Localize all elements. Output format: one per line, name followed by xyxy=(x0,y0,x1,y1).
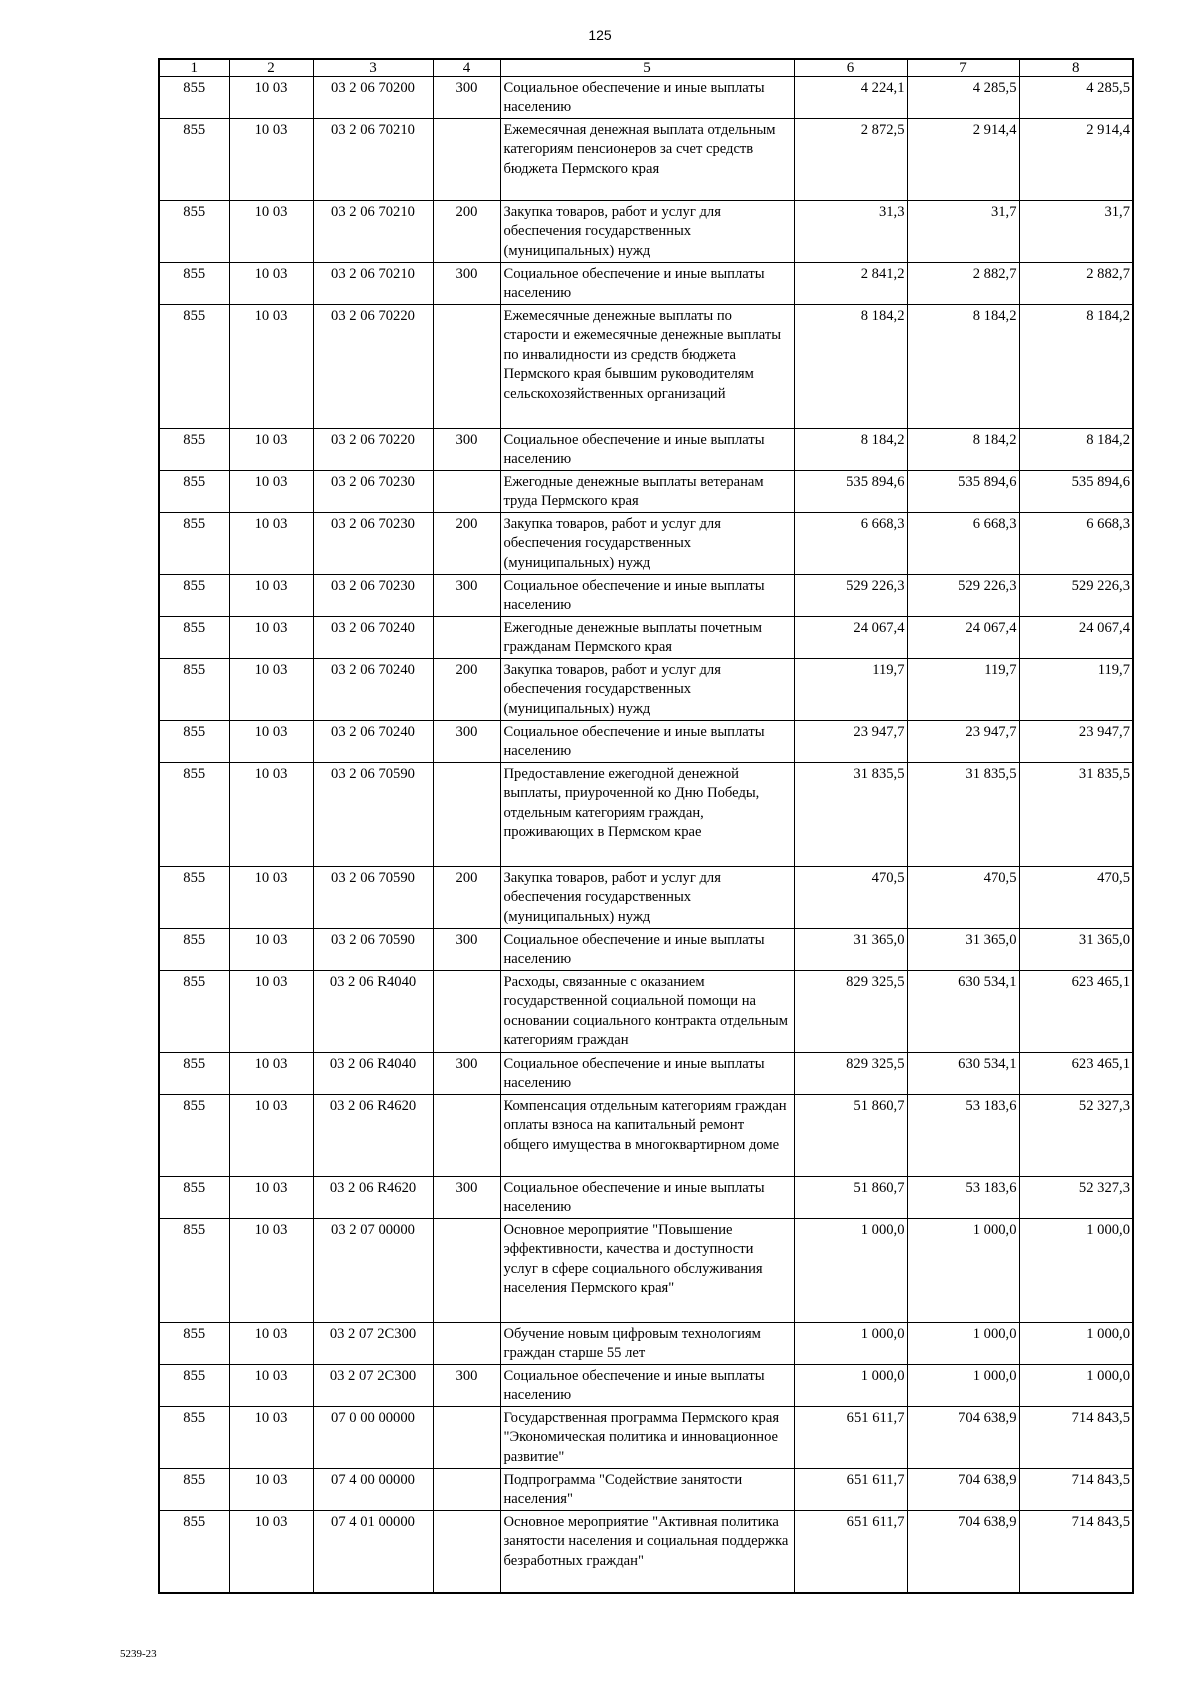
cell-expense-type xyxy=(433,305,500,429)
cell-amount-year1: 651 611,7 xyxy=(794,1469,907,1511)
cell-expense-type: 300 xyxy=(433,575,500,617)
column-header: 6 xyxy=(794,59,907,77)
cell-expense-type: 200 xyxy=(433,201,500,263)
cell-amount-year1: 8 184,2 xyxy=(794,429,907,471)
cell-amount-year2: 31 365,0 xyxy=(907,929,1019,971)
cell-description: Расходы, связанные с оказанием государственной социальной помощи на основании социального контракта отдельным категориям граждан xyxy=(500,971,794,1053)
cell-admin-code: 855 xyxy=(159,1469,229,1511)
cell-section-code: 10 03 xyxy=(229,1095,313,1177)
cell-amount-year1: 4 224,1 xyxy=(794,77,907,119)
column-header: 3 xyxy=(313,59,433,77)
cell-admin-code: 855 xyxy=(159,763,229,867)
cell-section-code: 10 03 xyxy=(229,119,313,201)
cell-amount-year3: 1 000,0 xyxy=(1019,1323,1133,1365)
cell-description: Предоставление ежегодной денежной выплаты, приуроченной ко Дню Победы, отдельным категориям граждан, проживающих в Пермском крае xyxy=(500,763,794,867)
cell-section-code: 10 03 xyxy=(229,617,313,659)
cell-target-code: 03 2 06 70230 xyxy=(313,575,433,617)
cell-target-code: 03 2 06 70240 xyxy=(313,659,433,721)
cell-section-code: 10 03 xyxy=(229,429,313,471)
cell-amount-year2: 704 638,9 xyxy=(907,1469,1019,1511)
cell-admin-code: 855 xyxy=(159,929,229,971)
cell-target-code: 03 2 06 70590 xyxy=(313,763,433,867)
cell-amount-year2: 6 668,3 xyxy=(907,513,1019,575)
cell-amount-year2: 630 534,1 xyxy=(907,971,1019,1053)
cell-expense-type xyxy=(433,1469,500,1511)
cell-section-code: 10 03 xyxy=(229,263,313,305)
table-row xyxy=(159,305,1133,429)
cell-description: Ежемесячные денежные выплаты по старости и ежемесячные денежные выплаты по инвалидности из средств бюджета Пермского края бывшим руководителям сельскохозяйственных организаций xyxy=(500,305,794,429)
cell-admin-code: 855 xyxy=(159,721,229,763)
cell-amount-year1: 51 860,7 xyxy=(794,1177,907,1219)
table-row xyxy=(159,1219,1133,1323)
cell-amount-year3: 31,7 xyxy=(1019,201,1133,263)
cell-amount-year1: 1 000,0 xyxy=(794,1219,907,1323)
page-number: 125 xyxy=(588,27,612,43)
cell-amount-year3: 8 184,2 xyxy=(1019,305,1133,429)
cell-amount-year3: 1 000,0 xyxy=(1019,1365,1133,1407)
cell-admin-code: 855 xyxy=(159,867,229,929)
table-row xyxy=(159,1095,1133,1177)
table-row xyxy=(159,1177,1133,1219)
cell-amount-year2: 529 226,3 xyxy=(907,575,1019,617)
cell-admin-code: 855 xyxy=(159,77,229,119)
cell-amount-year3: 31 365,0 xyxy=(1019,929,1133,971)
cell-amount-year1: 1 000,0 xyxy=(794,1365,907,1407)
cell-amount-year3: 119,7 xyxy=(1019,659,1133,721)
cell-target-code: 03 2 06 70200 xyxy=(313,77,433,119)
cell-amount-year1: 535 894,6 xyxy=(794,471,907,513)
table-row xyxy=(159,1469,1133,1511)
cell-amount-year3: 31 835,5 xyxy=(1019,763,1133,867)
cell-description: Закупка товаров, работ и услуг для обеспечения государственных (муниципальных) нужд xyxy=(500,513,794,575)
cell-expense-type: 200 xyxy=(433,659,500,721)
cell-section-code: 10 03 xyxy=(229,1407,313,1469)
cell-section-code: 10 03 xyxy=(229,471,313,513)
cell-amount-year1: 2 841,2 xyxy=(794,263,907,305)
cell-target-code: 03 2 06 70220 xyxy=(313,305,433,429)
cell-target-code: 03 2 06 R4040 xyxy=(313,971,433,1053)
cell-expense-type: 300 xyxy=(433,263,500,305)
cell-section-code: 10 03 xyxy=(229,929,313,971)
cell-admin-code: 855 xyxy=(159,1323,229,1365)
cell-description: Государственная программа Пермского края "Экономическая политика и инновационное развитие" xyxy=(500,1407,794,1469)
cell-target-code: 03 2 06 70210 xyxy=(313,263,433,305)
cell-admin-code: 855 xyxy=(159,513,229,575)
cell-description: Социальное обеспечение и иные выплаты населению xyxy=(500,1177,794,1219)
cell-amount-year2: 53 183,6 xyxy=(907,1177,1019,1219)
cell-expense-type: 200 xyxy=(433,513,500,575)
cell-expense-type: 300 xyxy=(433,929,500,971)
cell-expense-type xyxy=(433,617,500,659)
cell-amount-year2: 8 184,2 xyxy=(907,429,1019,471)
cell-target-code: 07 4 00 00000 xyxy=(313,1469,433,1511)
cell-amount-year1: 31 365,0 xyxy=(794,929,907,971)
cell-description: Закупка товаров, работ и услуг для обеспечения государственных (муниципальных) нужд xyxy=(500,201,794,263)
cell-amount-year2: 23 947,7 xyxy=(907,721,1019,763)
cell-section-code: 10 03 xyxy=(229,1511,313,1593)
table-row xyxy=(159,471,1133,513)
cell-amount-year1: 51 860,7 xyxy=(794,1095,907,1177)
cell-target-code: 03 2 06 70230 xyxy=(313,513,433,575)
cell-description: Основное мероприятие "Активная политика занятости населения и социальная поддержка безработных граждан" xyxy=(500,1511,794,1593)
cell-target-code: 03 2 06 70220 xyxy=(313,429,433,471)
cell-admin-code: 855 xyxy=(159,263,229,305)
cell-expense-type: 300 xyxy=(433,721,500,763)
cell-description: Социальное обеспечение и иные выплаты населению xyxy=(500,1053,794,1095)
column-header: 1 xyxy=(159,59,229,77)
cell-amount-year1: 31,3 xyxy=(794,201,907,263)
table-row xyxy=(159,659,1133,721)
table-header-row xyxy=(159,59,1133,77)
cell-description: Закупка товаров, работ и услуг для обеспечения государственных (муниципальных) нужд xyxy=(500,659,794,721)
cell-expense-type: 300 xyxy=(433,1177,500,1219)
column-header: 5 xyxy=(500,59,794,77)
cell-amount-year3: 529 226,3 xyxy=(1019,575,1133,617)
cell-amount-year3: 535 894,6 xyxy=(1019,471,1133,513)
cell-amount-year2: 4 285,5 xyxy=(907,77,1019,119)
cell-admin-code: 855 xyxy=(159,119,229,201)
cell-amount-year1: 829 325,5 xyxy=(794,971,907,1053)
cell-section-code: 10 03 xyxy=(229,201,313,263)
cell-amount-year1: 6 668,3 xyxy=(794,513,907,575)
cell-amount-year3: 623 465,1 xyxy=(1019,971,1133,1053)
table-row xyxy=(159,119,1133,201)
cell-amount-year1: 651 611,7 xyxy=(794,1407,907,1469)
cell-amount-year3: 24 067,4 xyxy=(1019,617,1133,659)
cell-section-code: 10 03 xyxy=(229,867,313,929)
cell-amount-year3: 52 327,3 xyxy=(1019,1095,1133,1177)
cell-admin-code: 855 xyxy=(159,1365,229,1407)
cell-target-code: 03 2 07 00000 xyxy=(313,1219,433,1323)
cell-amount-year1: 1 000,0 xyxy=(794,1323,907,1365)
cell-amount-year3: 2 914,4 xyxy=(1019,119,1133,201)
cell-amount-year3: 4 285,5 xyxy=(1019,77,1133,119)
cell-amount-year1: 529 226,3 xyxy=(794,575,907,617)
table-row xyxy=(159,201,1133,263)
cell-admin-code: 855 xyxy=(159,1407,229,1469)
cell-description: Ежегодные денежные выплаты ветеранам труда Пермского края xyxy=(500,471,794,513)
cell-amount-year2: 1 000,0 xyxy=(907,1323,1019,1365)
cell-expense-type: 200 xyxy=(433,867,500,929)
cell-section-code: 10 03 xyxy=(229,721,313,763)
cell-admin-code: 855 xyxy=(159,1219,229,1323)
table-row xyxy=(159,971,1133,1053)
cell-section-code: 10 03 xyxy=(229,1177,313,1219)
cell-admin-code: 855 xyxy=(159,1511,229,1593)
cell-description: Компенсация отдельным категориям граждан оплаты взноса на капитальный ремонт общего имущества в многоквартирном доме xyxy=(500,1095,794,1177)
cell-amount-year2: 704 638,9 xyxy=(907,1407,1019,1469)
cell-admin-code: 855 xyxy=(159,971,229,1053)
cell-description: Ежегодные денежные выплаты почетным гражданам Пермского края xyxy=(500,617,794,659)
cell-description: Закупка товаров, работ и услуг для обеспечения государственных (муниципальных) нужд xyxy=(500,867,794,929)
cell-description: Социальное обеспечение и иные выплаты населению xyxy=(500,77,794,119)
table-row xyxy=(159,263,1133,305)
cell-amount-year1: 119,7 xyxy=(794,659,907,721)
cell-amount-year2: 535 894,6 xyxy=(907,471,1019,513)
cell-expense-type xyxy=(433,1095,500,1177)
cell-expense-type: 300 xyxy=(433,1365,500,1407)
cell-section-code: 10 03 xyxy=(229,513,313,575)
cell-amount-year2: 1 000,0 xyxy=(907,1365,1019,1407)
cell-admin-code: 855 xyxy=(159,429,229,471)
cell-target-code: 03 2 06 70210 xyxy=(313,119,433,201)
column-header: 2 xyxy=(229,59,313,77)
cell-amount-year2: 2 882,7 xyxy=(907,263,1019,305)
cell-expense-type: 300 xyxy=(433,77,500,119)
cell-target-code: 03 2 06 70240 xyxy=(313,617,433,659)
cell-expense-type xyxy=(433,1219,500,1323)
cell-amount-year3: 623 465,1 xyxy=(1019,1053,1133,1095)
cell-target-code: 03 2 06 R4620 xyxy=(313,1095,433,1177)
cell-amount-year2: 53 183,6 xyxy=(907,1095,1019,1177)
cell-amount-year3: 714 843,5 xyxy=(1019,1511,1133,1593)
cell-amount-year2: 704 638,9 xyxy=(907,1511,1019,1593)
cell-admin-code: 855 xyxy=(159,617,229,659)
column-header: 4 xyxy=(433,59,500,77)
cell-amount-year1: 31 835,5 xyxy=(794,763,907,867)
cell-target-code: 03 2 06 70590 xyxy=(313,867,433,929)
cell-admin-code: 855 xyxy=(159,659,229,721)
cell-expense-type xyxy=(433,119,500,201)
cell-admin-code: 855 xyxy=(159,305,229,429)
table-row xyxy=(159,1365,1133,1407)
cell-expense-type xyxy=(433,1407,500,1469)
cell-admin-code: 855 xyxy=(159,575,229,617)
cell-description: Социальное обеспечение и иные выплаты населению xyxy=(500,263,794,305)
cell-amount-year2: 630 534,1 xyxy=(907,1053,1019,1095)
table-row xyxy=(159,77,1133,119)
document-code: 5239-23 xyxy=(120,1648,157,1660)
budget-table xyxy=(158,58,1134,1594)
cell-amount-year2: 470,5 xyxy=(907,867,1019,929)
cell-amount-year3: 714 843,5 xyxy=(1019,1407,1133,1469)
cell-admin-code: 855 xyxy=(159,1053,229,1095)
cell-section-code: 10 03 xyxy=(229,971,313,1053)
cell-section-code: 10 03 xyxy=(229,659,313,721)
cell-description: Обучение новым цифровым технологиям граждан старше 55 лет xyxy=(500,1323,794,1365)
cell-description: Основное мероприятие "Повышение эффективности, качества и доступности услуг в сфере социального обслуживания населения Пермского края" xyxy=(500,1219,794,1323)
cell-amount-year2: 31 835,5 xyxy=(907,763,1019,867)
cell-amount-year1: 2 872,5 xyxy=(794,119,907,201)
cell-section-code: 10 03 xyxy=(229,1323,313,1365)
cell-target-code: 03 2 06 R4040 xyxy=(313,1053,433,1095)
table-row xyxy=(159,1511,1133,1593)
cell-description: Социальное обеспечение и иные выплаты населению xyxy=(500,575,794,617)
cell-admin-code: 855 xyxy=(159,201,229,263)
cell-amount-year1: 23 947,7 xyxy=(794,721,907,763)
cell-expense-type: 300 xyxy=(433,1053,500,1095)
table-row xyxy=(159,929,1133,971)
cell-expense-type xyxy=(433,971,500,1053)
cell-section-code: 10 03 xyxy=(229,763,313,867)
cell-target-code: 03 2 06 R4620 xyxy=(313,1177,433,1219)
cell-section-code: 10 03 xyxy=(229,1219,313,1323)
cell-description: Подпрограмма "Содействие занятости населения" xyxy=(500,1469,794,1511)
cell-section-code: 10 03 xyxy=(229,575,313,617)
cell-admin-code: 855 xyxy=(159,1177,229,1219)
cell-amount-year2: 8 184,2 xyxy=(907,305,1019,429)
cell-target-code: 03 2 06 70230 xyxy=(313,471,433,513)
column-header: 8 xyxy=(1019,59,1133,77)
cell-section-code: 10 03 xyxy=(229,1053,313,1095)
cell-amount-year2: 24 067,4 xyxy=(907,617,1019,659)
table-row xyxy=(159,429,1133,471)
cell-section-code: 10 03 xyxy=(229,1365,313,1407)
table-row xyxy=(159,1053,1133,1095)
cell-amount-year1: 470,5 xyxy=(794,867,907,929)
cell-amount-year3: 6 668,3 xyxy=(1019,513,1133,575)
cell-target-code: 03 2 07 2С300 xyxy=(313,1323,433,1365)
cell-description: Ежемесячная денежная выплата отдельным категориям пенсионеров за счет средств бюджета Пермского края xyxy=(500,119,794,201)
cell-description: Социальное обеспечение и иные выплаты населению xyxy=(500,929,794,971)
cell-amount-year3: 23 947,7 xyxy=(1019,721,1133,763)
table-row xyxy=(159,1407,1133,1469)
cell-expense-type xyxy=(433,1323,500,1365)
table-row xyxy=(159,1323,1133,1365)
cell-target-code: 07 4 01 00000 xyxy=(313,1511,433,1593)
cell-amount-year2: 1 000,0 xyxy=(907,1219,1019,1323)
cell-amount-year2: 119,7 xyxy=(907,659,1019,721)
table-row xyxy=(159,513,1133,575)
cell-expense-type: 300 xyxy=(433,429,500,471)
cell-description: Социальное обеспечение и иные выплаты населению xyxy=(500,1365,794,1407)
cell-target-code: 03 2 07 2С300 xyxy=(313,1365,433,1407)
cell-amount-year1: 651 611,7 xyxy=(794,1511,907,1593)
cell-admin-code: 855 xyxy=(159,1095,229,1177)
table-body xyxy=(159,77,1133,1593)
cell-amount-year3: 2 882,7 xyxy=(1019,263,1133,305)
cell-target-code: 03 2 06 70240 xyxy=(313,721,433,763)
table-row xyxy=(159,575,1133,617)
cell-amount-year1: 8 184,2 xyxy=(794,305,907,429)
cell-amount-year3: 52 327,3 xyxy=(1019,1177,1133,1219)
table-row xyxy=(159,617,1133,659)
cell-admin-code: 855 xyxy=(159,471,229,513)
cell-expense-type xyxy=(433,763,500,867)
cell-amount-year3: 1 000,0 xyxy=(1019,1219,1133,1323)
cell-target-code: 03 2 06 70590 xyxy=(313,929,433,971)
cell-section-code: 10 03 xyxy=(229,1469,313,1511)
cell-section-code: 10 03 xyxy=(229,77,313,119)
column-header: 7 xyxy=(907,59,1019,77)
cell-amount-year3: 470,5 xyxy=(1019,867,1133,929)
table-row xyxy=(159,721,1133,763)
cell-amount-year2: 2 914,4 xyxy=(907,119,1019,201)
table-row xyxy=(159,867,1133,929)
cell-section-code: 10 03 xyxy=(229,305,313,429)
cell-description: Социальное обеспечение и иные выплаты населению xyxy=(500,721,794,763)
cell-amount-year1: 24 067,4 xyxy=(794,617,907,659)
cell-target-code: 03 2 06 70210 xyxy=(313,201,433,263)
cell-target-code: 07 0 00 00000 xyxy=(313,1407,433,1469)
cell-amount-year3: 714 843,5 xyxy=(1019,1469,1133,1511)
cell-amount-year1: 829 325,5 xyxy=(794,1053,907,1095)
cell-amount-year2: 31,7 xyxy=(907,201,1019,263)
cell-amount-year3: 8 184,2 xyxy=(1019,429,1133,471)
cell-expense-type xyxy=(433,471,500,513)
cell-expense-type xyxy=(433,1511,500,1593)
cell-description: Социальное обеспечение и иные выплаты населению xyxy=(500,429,794,471)
table-row xyxy=(159,763,1133,867)
